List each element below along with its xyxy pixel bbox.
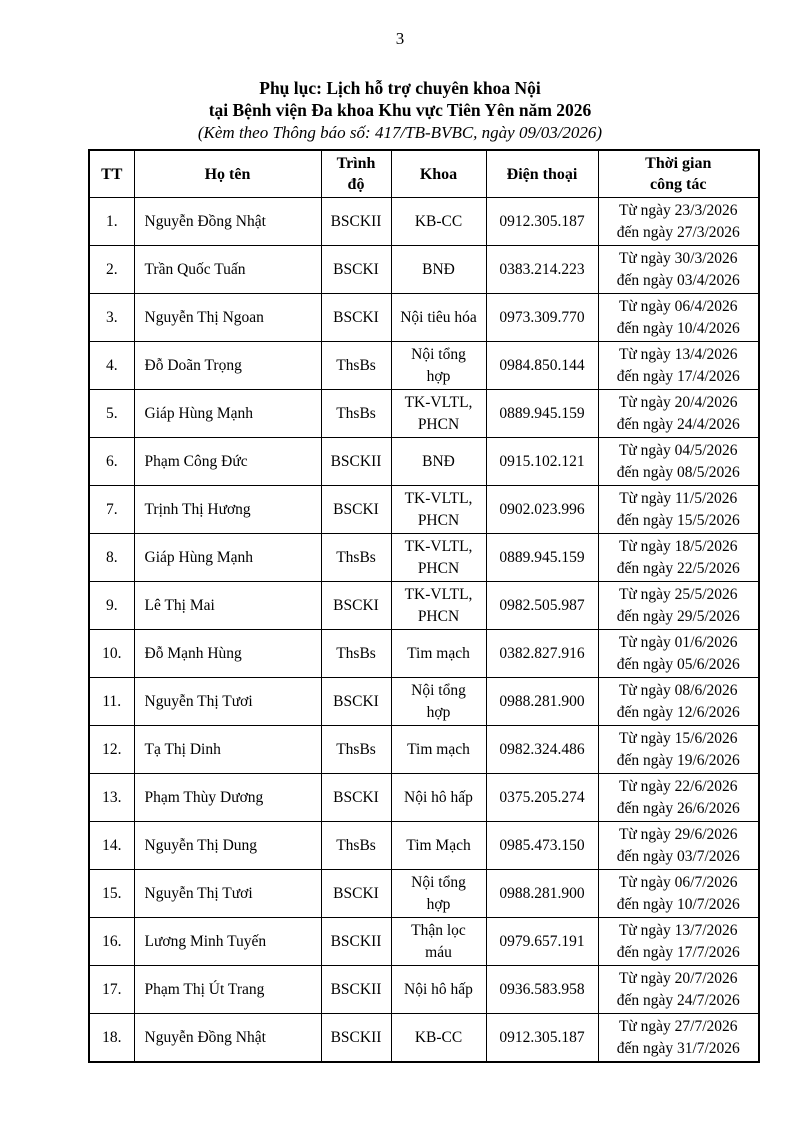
table-row	[89, 678, 759, 726]
work-period-from: Từ ngày 01/6/2026	[618, 634, 738, 651]
table-row	[89, 390, 759, 438]
column-header-label: Khoa	[419, 165, 458, 183]
table-row	[89, 582, 759, 630]
cell-full-name: Nguyễn Đồng Nhật	[134, 198, 321, 246]
work-period-to: đến ngày 17/4/2026	[616, 367, 740, 385]
cell-order-number: 15.	[89, 870, 134, 918]
cell-full-name: Đỗ Doãn Trọng	[134, 342, 321, 390]
cell-department: Thận lọc máu	[391, 918, 486, 966]
cell-degree: BSCKII	[321, 198, 391, 246]
table-row	[89, 774, 759, 822]
cell-department: BNĐ	[391, 438, 486, 486]
work-period-from: Từ ngày 11/5/2026	[619, 490, 738, 507]
cell-order-number: 4.	[89, 342, 134, 390]
work-period-from: Từ ngày 20/7/2026	[618, 970, 738, 987]
page-number: 3	[395, 29, 405, 48]
cell-phone-number: 0383.214.223	[486, 246, 598, 294]
work-period-to: đến ngày 05/6/2026	[616, 655, 740, 673]
column-header-dept	[391, 150, 486, 198]
cell-work-period	[598, 534, 759, 582]
cell-work-period	[598, 630, 759, 678]
cell-phone-number: 0889.945.159	[486, 390, 598, 438]
cell-full-name: Giáp Hùng Mạnh	[134, 390, 321, 438]
cell-work-period	[598, 1014, 759, 1063]
cell-department: Nội tổng hợp	[391, 342, 486, 390]
cell-phone-number: 0984.850.144	[486, 342, 598, 390]
cell-department: TK-VLTL, PHCN	[391, 390, 486, 438]
table-header-row	[89, 150, 759, 198]
cell-phone-number: 0382.827.916	[486, 630, 598, 678]
cell-work-period	[598, 246, 759, 294]
document-header	[0, 77, 800, 144]
cell-department: Nội tiêu hóa	[391, 294, 486, 342]
cell-work-period	[598, 870, 759, 918]
table-row	[89, 294, 759, 342]
schedule-table-header	[89, 150, 759, 198]
cell-work-period	[598, 774, 759, 822]
cell-full-name: Nguyễn Thị Ngoan	[134, 294, 321, 342]
cell-phone-number: 0912.305.187	[486, 1014, 598, 1063]
work-period-to: đến ngày 03/4/2026	[616, 271, 740, 289]
table-row	[89, 534, 759, 582]
work-period-to: đến ngày 17/7/2026	[616, 943, 740, 961]
table-row	[89, 966, 759, 1014]
work-period-from: Từ ngày 20/4/2026	[618, 394, 738, 411]
document-subtitle: (Kèm theo Thông báo số: 417/TB-BVBC, ngày 09/03/2026)	[197, 123, 603, 142]
work-period-from: Từ ngày 25/5/2026	[618, 586, 738, 603]
cell-department: Nội tổng hợp	[391, 678, 486, 726]
work-period-to: đến ngày 31/7/2026	[616, 1039, 740, 1057]
cell-work-period	[598, 918, 759, 966]
table-row	[89, 1014, 759, 1063]
work-period-from: Từ ngày 30/3/2026	[618, 250, 738, 267]
cell-degree: BSCKI	[321, 582, 391, 630]
cell-degree: BSCKII	[321, 966, 391, 1014]
work-period-from: Từ ngày 06/7/2026	[618, 874, 738, 891]
cell-full-name: Phạm Thị Út Trang	[134, 966, 321, 1014]
cell-department: Tim mạch	[391, 726, 486, 774]
work-period-to: đến ngày 24/7/2026	[616, 991, 740, 1009]
cell-department: TK-VLTL, PHCN	[391, 486, 486, 534]
table-row	[89, 438, 759, 486]
cell-degree: ThsBs	[321, 822, 391, 870]
column-header-tt	[89, 150, 134, 198]
table-row	[89, 198, 759, 246]
column-header-time	[598, 150, 759, 198]
column-header-label: Điện thoại	[506, 165, 578, 183]
work-period-to: đến ngày 10/4/2026	[616, 319, 740, 337]
work-period-from: Từ ngày 04/5/2026	[618, 442, 738, 459]
cell-department: Nội tổng hợp	[391, 870, 486, 918]
schedule-table	[88, 149, 760, 1063]
work-period-from: Từ ngày 23/3/2026	[618, 202, 738, 219]
cell-full-name: Nguyễn Thị Dung	[134, 822, 321, 870]
cell-department: KB-CC	[391, 1014, 486, 1063]
cell-full-name: Tạ Thị Dinh	[134, 726, 321, 774]
cell-full-name: Lương Minh Tuyến	[134, 918, 321, 966]
cell-order-number: 1.	[89, 198, 134, 246]
work-period-from: Từ ngày 27/7/2026	[618, 1018, 738, 1035]
cell-full-name: Nguyễn Đồng Nhật	[134, 1014, 321, 1063]
cell-phone-number: 0973.309.770	[486, 294, 598, 342]
cell-degree: BSCKI	[321, 246, 391, 294]
cell-phone-number: 0936.583.958	[486, 966, 598, 1014]
cell-degree: ThsBs	[321, 534, 391, 582]
cell-degree: BSCKII	[321, 918, 391, 966]
cell-department: TK-VLTL, PHCN	[391, 582, 486, 630]
work-period-to: đến ngày 08/5/2026	[616, 463, 740, 481]
cell-work-period	[598, 438, 759, 486]
cell-order-number: 11.	[89, 678, 134, 726]
work-period-from: Từ ngày 13/4/2026	[618, 346, 738, 363]
table-row	[89, 246, 759, 294]
cell-order-number: 10.	[89, 630, 134, 678]
work-period-to: đến ngày 24/4/2026	[616, 415, 740, 433]
cell-order-number: 7.	[89, 486, 134, 534]
cell-order-number: 3.	[89, 294, 134, 342]
cell-degree: BSCKI	[321, 486, 391, 534]
table-row	[89, 726, 759, 774]
cell-work-period	[598, 726, 759, 774]
cell-department: Tim Mạch	[391, 822, 486, 870]
work-period-to: đến ngày 10/7/2026	[616, 895, 740, 913]
table-row	[89, 822, 759, 870]
cell-order-number: 12.	[89, 726, 134, 774]
cell-phone-number: 0902.023.996	[486, 486, 598, 534]
cell-work-period	[598, 390, 759, 438]
document-title-line-2: tại Bệnh viện Đa khoa Khu vực Tiên Yên năm 2026	[208, 100, 592, 120]
cell-work-period	[598, 294, 759, 342]
work-period-from: Từ ngày 29/6/2026	[618, 826, 738, 843]
cell-work-period	[598, 822, 759, 870]
cell-department: KB-CC	[391, 198, 486, 246]
cell-degree: BSCKI	[321, 774, 391, 822]
column-header-degree	[321, 150, 391, 198]
cell-work-period	[598, 486, 759, 534]
cell-order-number: 6.	[89, 438, 134, 486]
table-row	[89, 342, 759, 390]
work-period-to: đến ngày 03/7/2026	[616, 847, 740, 865]
cell-department: TK-VLTL, PHCN	[391, 534, 486, 582]
cell-department: Nội hô hấp	[391, 966, 486, 1014]
cell-work-period	[598, 582, 759, 630]
cell-phone-number: 0982.324.486	[486, 726, 598, 774]
cell-phone-number: 0979.657.191	[486, 918, 598, 966]
cell-department: Tim mạch	[391, 630, 486, 678]
table-row	[89, 870, 759, 918]
cell-full-name: Lê Thị Mai	[134, 582, 321, 630]
table-row	[89, 918, 759, 966]
work-period-from: Từ ngày 22/6/2026	[618, 778, 738, 795]
table-row	[89, 630, 759, 678]
cell-full-name: Phạm Thùy Dương	[134, 774, 321, 822]
cell-degree: ThsBs	[321, 390, 391, 438]
cell-phone-number: 0915.102.121	[486, 438, 598, 486]
work-period-from: Từ ngày 18/5/2026	[618, 538, 738, 555]
cell-degree: BSCKII	[321, 1014, 391, 1063]
column-header-label: Họ tên	[204, 165, 251, 183]
cell-phone-number: 0375.205.274	[486, 774, 598, 822]
cell-order-number: 5.	[89, 390, 134, 438]
cell-order-number: 17.	[89, 966, 134, 1014]
work-period-to: đến ngày 29/5/2026	[616, 607, 740, 625]
column-header-name	[134, 150, 321, 198]
work-period-from: Từ ngày 08/6/2026	[618, 682, 738, 699]
schedule-table-body	[89, 198, 759, 1063]
cell-phone-number: 0889.945.159	[486, 534, 598, 582]
cell-phone-number: 0912.305.187	[486, 198, 598, 246]
cell-full-name: Phạm Công Đức	[134, 438, 321, 486]
work-period-to: đến ngày 19/6/2026	[616, 751, 740, 769]
work-period-from: Từ ngày 15/6/2026	[618, 730, 738, 747]
cell-work-period	[598, 966, 759, 1014]
cell-phone-number: 0988.281.900	[486, 678, 598, 726]
cell-full-name: Nguyễn Thị Tươi	[134, 870, 321, 918]
cell-work-period	[598, 678, 759, 726]
cell-degree: BSCKI	[321, 678, 391, 726]
cell-order-number: 13.	[89, 774, 134, 822]
cell-phone-number: 0985.473.150	[486, 822, 598, 870]
cell-department: BNĐ	[391, 246, 486, 294]
document-title-line-1: Phụ lục: Lịch hỗ trợ chuyên khoa Nội	[259, 78, 541, 98]
cell-order-number: 8.	[89, 534, 134, 582]
cell-degree: ThsBs	[321, 630, 391, 678]
column-header-label: Thời gian công tác	[645, 155, 712, 193]
cell-order-number: 2.	[89, 246, 134, 294]
table-row	[89, 486, 759, 534]
cell-order-number: 14.	[89, 822, 134, 870]
cell-order-number: 16.	[89, 918, 134, 966]
cell-phone-number: 0988.281.900	[486, 870, 598, 918]
work-period-to: đến ngày 12/6/2026	[616, 703, 740, 721]
cell-degree: ThsBs	[321, 342, 391, 390]
cell-department: Nội hô hấp	[391, 774, 486, 822]
cell-full-name: Nguyễn Thị Tươi	[134, 678, 321, 726]
cell-work-period	[598, 198, 759, 246]
cell-phone-number: 0982.505.987	[486, 582, 598, 630]
column-header-label: Trình độ	[336, 155, 376, 193]
column-header-label: TT	[101, 165, 123, 183]
cell-full-name: Đỗ Mạnh Hùng	[134, 630, 321, 678]
cell-full-name: Trần Quốc Tuấn	[134, 246, 321, 294]
cell-full-name: Trịnh Thị Hương	[134, 486, 321, 534]
work-period-to: đến ngày 15/5/2026	[616, 511, 740, 529]
work-period-from: Từ ngày 06/4/2026	[618, 298, 738, 315]
work-period-to: đến ngày 27/3/2026	[616, 223, 740, 241]
cell-degree: BSCKI	[321, 870, 391, 918]
cell-degree: BSCKII	[321, 438, 391, 486]
cell-degree: ThsBs	[321, 726, 391, 774]
work-period-to: đến ngày 22/5/2026	[616, 559, 740, 577]
work-period-from: Từ ngày 13/7/2026	[618, 922, 738, 939]
cell-degree: BSCKI	[321, 294, 391, 342]
work-period-to: đến ngày 26/6/2026	[616, 799, 740, 817]
cell-order-number: 18.	[89, 1014, 134, 1063]
cell-order-number: 9.	[89, 582, 134, 630]
cell-work-period	[598, 342, 759, 390]
cell-full-name: Giáp Hùng Mạnh	[134, 534, 321, 582]
column-header-phone	[486, 150, 598, 198]
